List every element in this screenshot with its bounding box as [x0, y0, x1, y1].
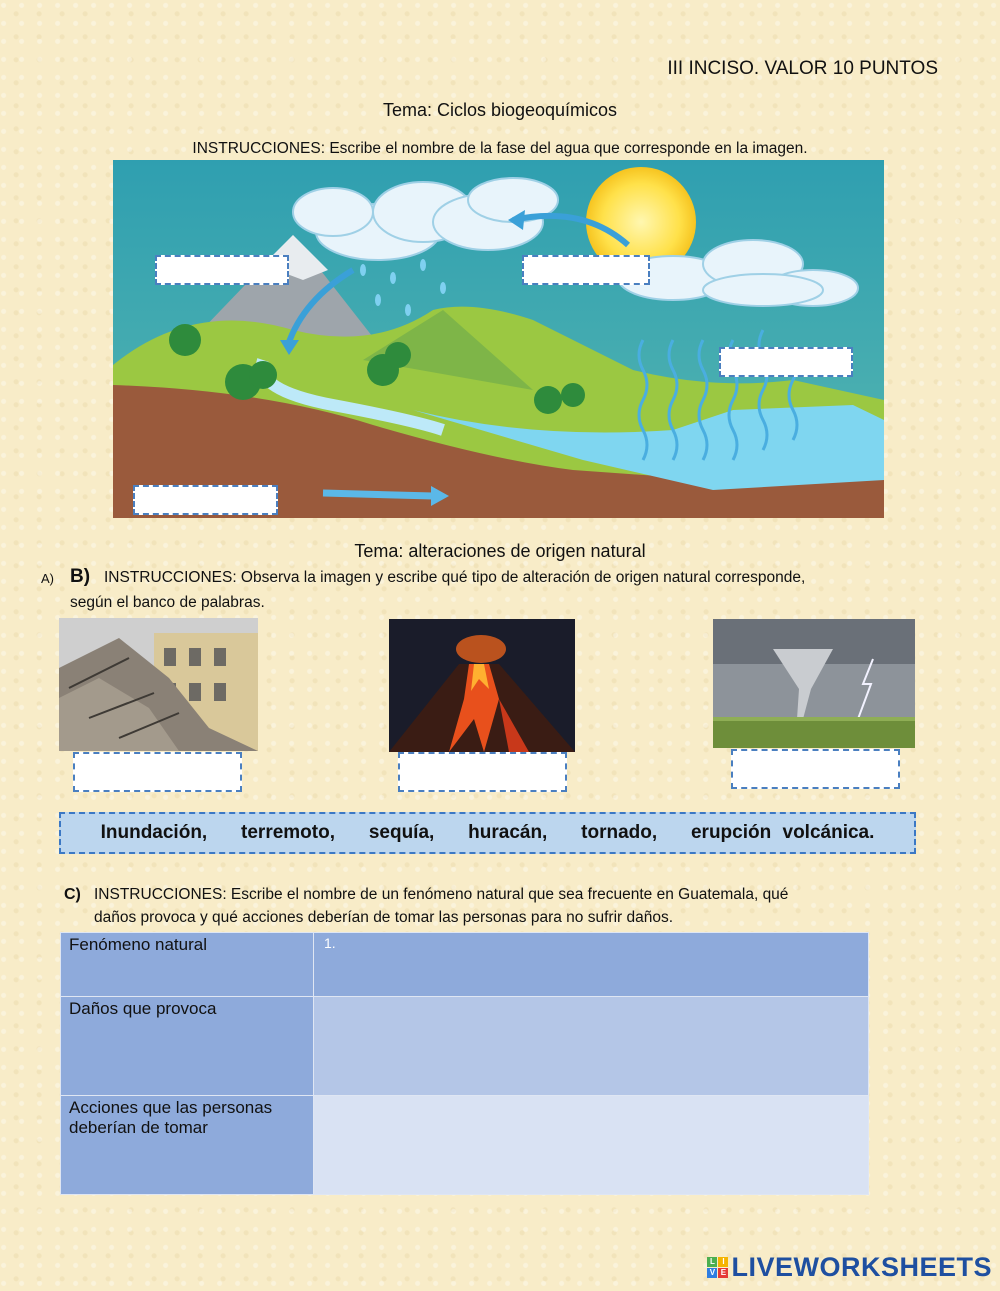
- answer-cell-phenomenon[interactable]: 1.: [314, 933, 869, 997]
- instructions-cycles: INSTRUCCIONES: Escribe el nombre de la fase del agua que corresponde en la imagen.: [192, 140, 808, 157]
- instructions-alterations-line1: INSTRUCCIONES: Observa la imagen y escribe qué tipo de alteración de origen natural corresponde,: [104, 569, 806, 586]
- tornado-photo: [713, 619, 915, 748]
- row-label-phenomenon: Fenómeno natural: [61, 933, 314, 997]
- brand-name: LIVEWORKSHEETS: [731, 1252, 992, 1282]
- alteration-answer-box-2[interactable]: [398, 752, 567, 792]
- phenomenon-table: [60, 932, 869, 1195]
- points-header: III INCISO. VALOR 10 PUNTOS: [667, 58, 938, 79]
- liveworksheets-logo: [707, 1252, 992, 1283]
- instructions-phenomenon-line1: INSTRUCCIONES: Escribe el nombre de un fenómeno natural que sea frecuente en Guatemala, qué: [94, 886, 789, 903]
- table-row: [61, 997, 869, 1096]
- volcano-photo: [389, 619, 575, 752]
- cycle-answer-box-1[interactable]: [155, 255, 289, 285]
- topic-title-alterations: Tema: alteraciones de origen natural: [354, 541, 646, 561]
- word-bank: [59, 812, 916, 854]
- cycle-answer-box-2[interactable]: [522, 255, 650, 285]
- table-row: [61, 1096, 869, 1195]
- alteration-answer-box-3[interactable]: [731, 749, 900, 789]
- section-letter-b: B): [70, 566, 91, 587]
- cycle-answer-box-4[interactable]: [133, 485, 278, 515]
- table-row: [61, 933, 869, 997]
- answer-cell-damages[interactable]: [314, 997, 869, 1096]
- logo-badge-icon: L I V E: [707, 1257, 728, 1278]
- cycle-answer-box-3[interactable]: [719, 347, 853, 377]
- earthquake-photo: [59, 618, 258, 751]
- water-cycle-illustration: [113, 160, 884, 518]
- instructions-phenomenon-line2: daños provoca y qué acciones deberían de tomar las personas para no sufrir daños.: [94, 909, 674, 926]
- alteration-answer-box-1[interactable]: [73, 752, 242, 792]
- instructions-alterations-line2: según el banco de palabras.: [70, 594, 265, 611]
- answer-cell-actions[interactable]: [314, 1096, 869, 1195]
- row-label-damages: Daños que provoca: [61, 997, 314, 1096]
- list-marker: A): [41, 571, 54, 586]
- row-label-actions: Acciones que las personas deberían de tomar: [61, 1096, 314, 1195]
- topic-title-cycles: Tema: Ciclos biogeoquímicos: [382, 100, 618, 120]
- word-bank-text: Inundación, terremoto, sequía, huracán, tornado, erupción volcánica.: [100, 822, 875, 843]
- section-letter-c: C): [64, 886, 81, 903]
